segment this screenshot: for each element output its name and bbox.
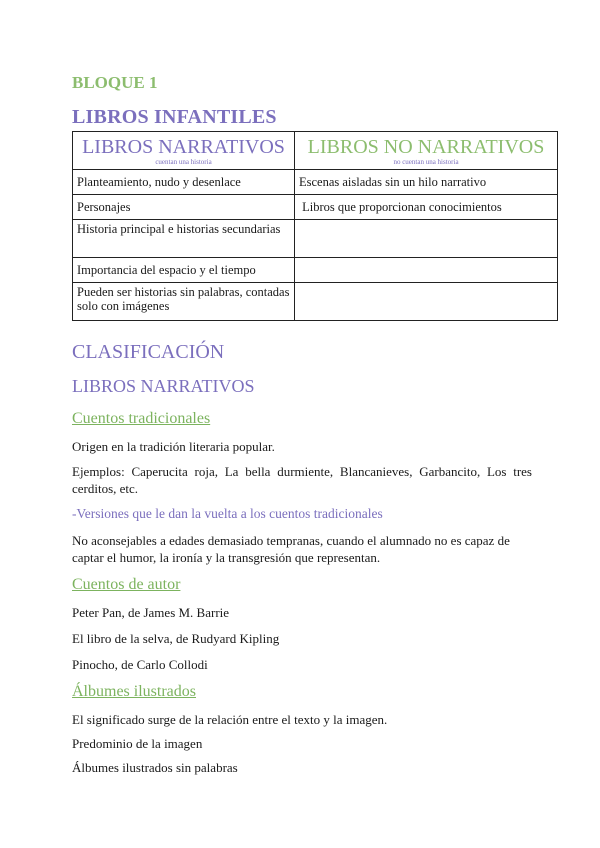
narrative-books-heading: LIBROS NARRATIVOS [72, 376, 255, 396]
paragraph: Ejemplos: Caperucita roja, La bella durmiente, Blancanieves, Garbancito, Los tres cerditos, etc. [72, 464, 532, 496]
table-cell: Escenas aisladas sin un hilo narrativo [295, 170, 558, 195]
list-item: El libro de la selva, de Rudyard Kipling [72, 631, 280, 646]
right-subheader: no cuentan una historia [393, 158, 459, 166]
table-cell: Personajes [73, 195, 295, 220]
table-cell [295, 258, 558, 283]
paragraph: No aconsejables a edades demasiado tempranas, cuando el alumnado no es capaz de captar el humor, la ironía y la transgresión que representan. [72, 533, 510, 565]
table-cell: Importancia del espacio y el tiempo [73, 258, 295, 283]
illustrated-albums-heading: Álbumes ilustrados [72, 683, 196, 700]
table-cell: Historia principal e historias secundarias [73, 220, 295, 258]
list-item: El significado surge de la relación entre el texto y la imagen. [72, 712, 388, 727]
classification-heading: CLASIFICACIÓN [72, 341, 225, 363]
left-header: LIBROS NARRATIVOS [82, 136, 285, 158]
list-item: Predominio de la imagen [72, 736, 203, 751]
author-tales-heading: Cuentos de autor [72, 576, 181, 593]
table-row [73, 220, 558, 258]
comparison-table [72, 131, 558, 321]
traditional-tales-heading: Cuentos tradicionales [72, 410, 211, 427]
table-cell [295, 220, 558, 258]
table-header-row [73, 132, 558, 170]
list-item: Peter Pan, de James M. Barrie [72, 605, 230, 620]
left-header-cell [73, 132, 295, 170]
table-row [73, 283, 558, 321]
list-item: Pinocho, de Carlo Collodi [72, 657, 208, 672]
block-label: BLOQUE 1 [72, 73, 158, 92]
table-row [73, 258, 558, 283]
left-subheader: cuentan una historia [155, 158, 212, 166]
paragraph: Origen en la tradición literaria popular. [72, 439, 275, 454]
table-row [73, 170, 558, 195]
right-header-cell [295, 132, 558, 170]
versions-subheading: -Versiones que le dan la vuelta a los cuentos tradicionales [72, 506, 383, 521]
list-item: Álbumes ilustrados sin palabras [72, 760, 238, 775]
table-cell: Pueden ser historias sin palabras, contadas solo con imágenes [73, 283, 295, 321]
table-row [73, 195, 558, 220]
page-title: LIBROS INFANTILES [72, 106, 277, 128]
table-cell: Libros que proporcionan conocimientos [295, 195, 558, 220]
right-header: LIBROS NO NARRATIVOS [307, 136, 545, 158]
table-cell [295, 283, 558, 321]
table-cell: Planteamiento, nudo y desenlace [73, 170, 295, 195]
